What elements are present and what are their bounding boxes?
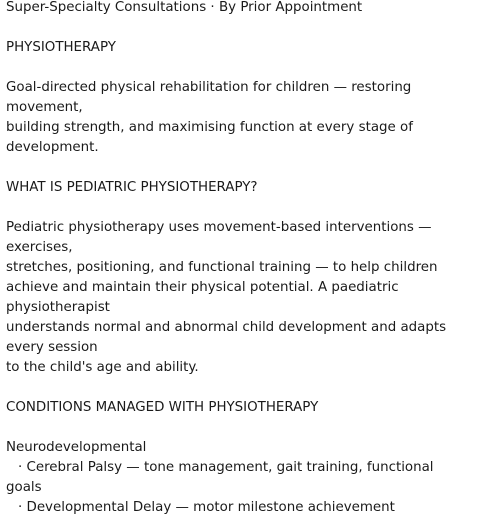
what-is-line: to the child's age and ability. (6, 360, 199, 375)
condition-item: · Developmental Delay — motor milestone achievement (18, 500, 395, 515)
intro-line: Goal-directed physical rehabilitation for children — restoring (6, 80, 412, 95)
spacer (6, 58, 482, 78)
what-is-line: physiotherapist (6, 300, 110, 315)
what-is-line: exercises, (6, 240, 73, 255)
condition-group-title: Neurodevelopmental (6, 440, 147, 455)
what-is-line: stretches, positioning, and functional training — to help children (6, 260, 438, 275)
spacer (6, 378, 482, 398)
spacer (6, 18, 482, 38)
spacer (6, 198, 482, 218)
condition-list (6, 458, 482, 518)
spacer (6, 418, 482, 438)
document-page (6, 0, 482, 518)
what-is-line: Pediatric physiotherapy uses movement-based interventions — (6, 220, 432, 235)
intro-line: movement, (6, 100, 83, 115)
what-is-line: achieve and maintain their physical potential. A paediatric (6, 280, 399, 295)
what-is-paragraph (6, 218, 482, 378)
condition-item: · Cerebral Palsy — tone management, gait training, functional (18, 460, 434, 475)
spacer (6, 158, 482, 178)
condition-item-continuation: goals (6, 480, 42, 495)
header-tagline: Super-Specialty Consultations · By Prior Appointment (6, 0, 363, 15)
what-is-line: every session (6, 340, 98, 355)
what-is-heading: WHAT IS PEDIATRIC PHYSIOTHERAPY? (6, 180, 258, 195)
conditions-heading: CONDITIONS MANAGED WITH PHYSIOTHERAPY (6, 400, 319, 415)
intro-line: building strength, and maximising function at every stage of (6, 120, 413, 135)
what-is-line: understands normal and abnormal child development and adapts (6, 320, 447, 335)
intro-paragraph (6, 78, 482, 158)
intro-line: development. (6, 140, 99, 155)
section-title: PHYSIOTHERAPY (6, 40, 116, 55)
